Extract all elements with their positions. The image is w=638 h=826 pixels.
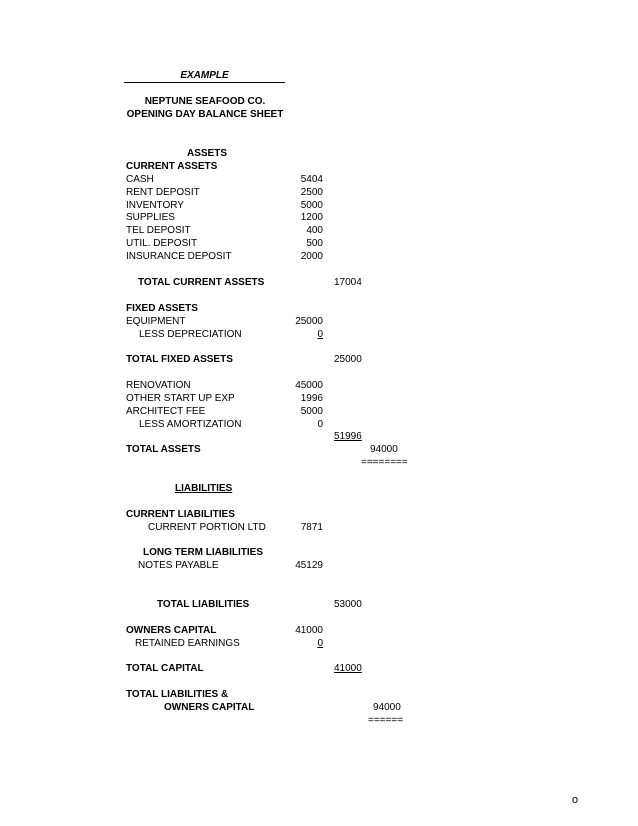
line-item-amount: 5000: [300, 200, 323, 211]
line-item-label: OTHER START UP EXP: [126, 393, 235, 404]
line-item-amount: 1200: [300, 212, 323, 223]
line-item-amount: 5000: [300, 406, 323, 417]
line-item-label: RENT DEPOSIT: [126, 187, 200, 198]
owners-capital-label: OWNERS CAPITAL: [126, 625, 217, 636]
line-item-label: INVENTORY: [126, 200, 184, 211]
total-assets-label: TOTAL ASSETS: [126, 444, 201, 455]
line-item-label: TEL DEPOSIT: [126, 225, 191, 236]
total-liabilities-value: 53000: [334, 599, 362, 610]
page-title: OPENING DAY BALANCE SHEET: [126, 109, 284, 120]
line-item-label: RENOVATION: [126, 380, 191, 391]
example-label: EXAMPLE: [180, 70, 229, 81]
line-item-label: ARCHITECT FEE: [126, 406, 206, 417]
line-item-label: LESS AMORTIZATION: [139, 419, 242, 430]
line-item-amount: 500: [306, 238, 323, 249]
notes-payable-amount: 45129: [295, 560, 323, 571]
line-item-amount: 5404: [300, 174, 323, 185]
retained-earnings-label: RETAINED EARNINGS: [135, 638, 240, 649]
company-name: NEPTUNE SEAFOOD CO.: [144, 96, 266, 107]
equipment-label: EQUIPMENT: [126, 316, 186, 327]
current-assets-heading: CURRENT ASSETS: [126, 161, 218, 172]
page-corner-mark: o: [572, 794, 579, 806]
owners-capital-amount: 41000: [295, 625, 323, 636]
line-item-label: INSURANCE DEPOSIT: [126, 251, 232, 262]
long-term-liabilities-heading: LONG TERM LIABILITIES: [143, 547, 263, 558]
less-depreciation-label: LESS DEPRECIATION: [139, 329, 242, 340]
assets-heading: ASSETS: [187, 148, 228, 159]
total-liabilities-label: TOTAL LIABILITIES: [157, 599, 250, 610]
total-current-assets-label: TOTAL CURRENT ASSETS: [138, 277, 265, 288]
grand-total-label-line2: OWNERS CAPITAL: [164, 702, 255, 713]
fixed-assets-heading: FIXED ASSETS: [126, 303, 198, 314]
total-assets-value: 94000: [370, 444, 398, 455]
grand-total-label-line1: TOTAL LIABILITIES &: [126, 689, 229, 700]
line-item-amount: 0: [317, 419, 323, 430]
total-capital-label: TOTAL CAPITAL: [126, 663, 204, 674]
other-assets-subtotal: 51996: [334, 431, 362, 442]
grand-total-double-rule: ======: [368, 715, 404, 726]
total-capital-value: 41000: [334, 663, 362, 674]
retained-earnings-amount: 0: [317, 638, 323, 649]
total-fixed-assets-label: TOTAL FIXED ASSETS: [126, 354, 233, 365]
line-item-amount: 45000: [295, 380, 323, 391]
line-item-amount: 2500: [300, 187, 323, 198]
less-depreciation-amount: 0: [317, 329, 323, 340]
line-item-amount: 400: [306, 225, 323, 236]
notes-payable-label: NOTES PAYABLE: [138, 560, 219, 571]
liabilities-heading: LIABILITIES: [175, 483, 233, 494]
equipment-amount: 25000: [295, 316, 323, 327]
current-portion-amount: 7871: [300, 522, 323, 533]
line-item-label: UTIL. DEPOSIT: [126, 238, 198, 249]
line-item-amount: 2000: [300, 251, 323, 262]
grand-total-value: 94000: [373, 702, 401, 713]
current-liabilities-heading: CURRENT LIABILITIES: [126, 509, 235, 520]
line-item-label: SUPPLIES: [126, 212, 175, 223]
line-item-amount: 1996: [300, 393, 323, 404]
line-item-label: CASH: [126, 174, 154, 185]
total-assets-double-rule: ========: [361, 457, 408, 468]
current-portion-label: CURRENT PORTION LTD: [148, 522, 266, 533]
header-underline: [124, 82, 285, 83]
total-current-assets-value: 17004: [334, 277, 362, 288]
total-fixed-assets-value: 25000: [334, 354, 362, 365]
